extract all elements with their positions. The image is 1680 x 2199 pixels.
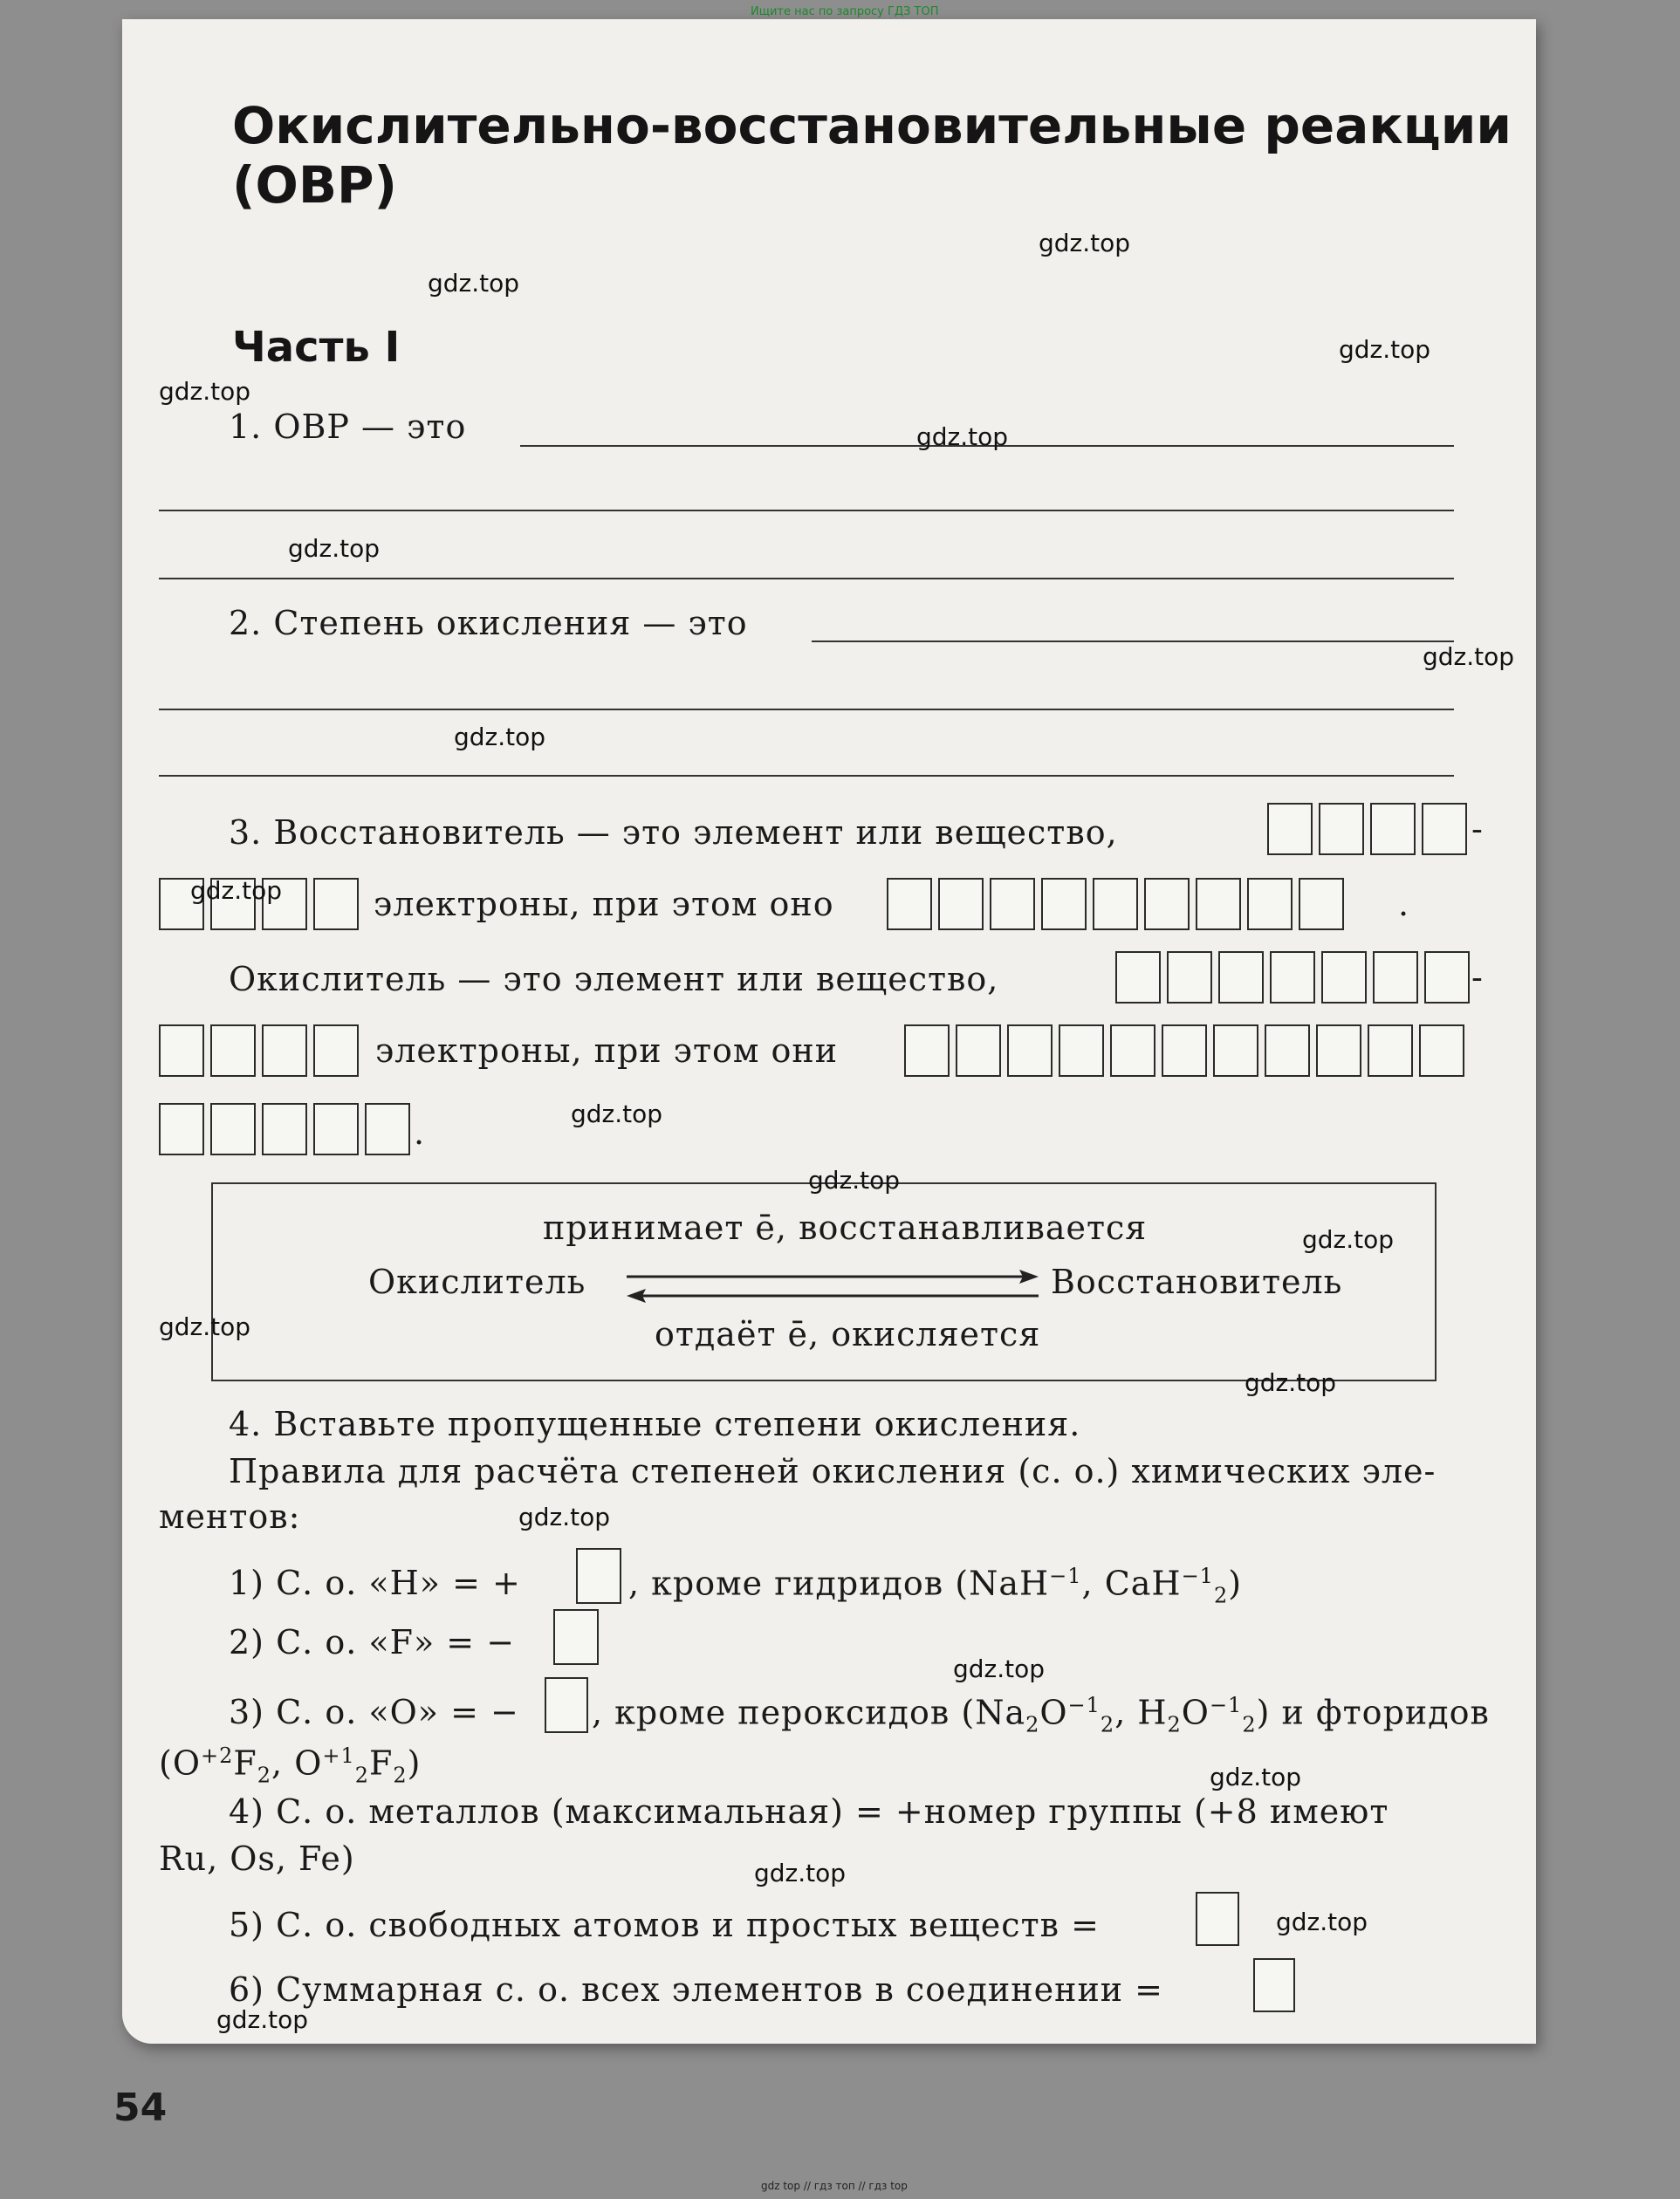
watermark: gdz.top	[190, 876, 283, 905]
letter-boxes[interactable]	[159, 1024, 365, 1077]
rule-1-text: , кроме гидридов (NaH$^{-1}$, CaH$^{-1}_2$)	[628, 1564, 1243, 1608]
answer-line[interactable]	[159, 578, 1454, 579]
watermark: gdz.top	[1039, 229, 1131, 257]
answer-box[interactable]	[553, 1609, 599, 1665]
watermark: gdz.top	[1339, 335, 1431, 364]
watermark: gdz.top	[216, 2005, 309, 2034]
watermark: gdz.top	[1302, 1225, 1395, 1254]
scheme-reducer: Восстановитель	[1051, 1263, 1343, 1301]
double-arrow	[623, 1264, 1042, 1308]
hyphen: -	[1471, 958, 1484, 997]
rule-4: 4) С. о. металлов (максимальная) = +номер группы (+8 имеют	[229, 1792, 1389, 1831]
answer-box[interactable]	[545, 1677, 588, 1733]
question-3-cont: электроны, при этом оно	[374, 885, 834, 923]
hyphen: -	[1471, 810, 1484, 848]
oxidation-state: +1	[322, 1743, 355, 1768]
page-title: Окислительно-восстановительные реакции	[232, 96, 1512, 155]
watermark: gdz.top	[1245, 1368, 1337, 1397]
watermark: gdz.top	[953, 1654, 1046, 1683]
question-4: 4. Вставьте пропущенные степени окисления.	[229, 1405, 1081, 1443]
rule-1: 1) С. о. «Н» = +	[229, 1564, 521, 1602]
watermark: gdz.top	[571, 1100, 663, 1128]
watermark: gdz.top	[1210, 1763, 1302, 1791]
watermark: gdz.top	[916, 422, 1009, 451]
rules-intro-cont: ментов:	[159, 1497, 301, 1536]
letter-boxes[interactable]	[1267, 803, 1473, 855]
question-2: 2. Степень окисления — это	[229, 604, 748, 642]
oxidizer-definition-cont: электроны, при этом они	[375, 1031, 839, 1070]
rule-3-fluorides: ($O^{+2}F_2$, $O^{+1}_2F_2$)	[159, 1743, 422, 1788]
rule-3-text: , кроме пероксидов ($Na_2O^{-1}_2$, $H_2O^{-1}_2$) и фторидов	[592, 1693, 1490, 1737]
question-3: 3. Восстановитель — это элемент или вещество,	[229, 813, 1118, 852]
watermark: gdz.top	[454, 723, 546, 751]
period: .	[414, 1113, 426, 1152]
watermark: gdz.top	[428, 269, 520, 298]
scheme-oxidizer: Окислитель	[368, 1263, 586, 1301]
oxidizer-definition: Окислитель — это элемент или вещество,	[229, 960, 999, 998]
oxidation-state: −1	[1049, 1564, 1082, 1588]
rule-4-cont: Ru, Os, Fe)	[159, 1839, 355, 1878]
rule-6: 6) Суммарная с. о. всех элементов в соединении =	[229, 1970, 1164, 2009]
answer-line[interactable]	[812, 641, 1454, 642]
rule-2: 2) С. о. «F» = −	[229, 1623, 516, 1661]
page-number: 54	[113, 2086, 168, 2130]
answer-line[interactable]	[159, 775, 1454, 777]
letter-boxes[interactable]	[1115, 951, 1476, 1004]
scheme-top-label: принимает ē, восстанавливается	[543, 1209, 1148, 1247]
redox-scheme	[211, 1182, 1437, 1381]
watermark: gdz.top	[1423, 642, 1515, 671]
header-note: Ищите нас по запросу ГДЗ ТОП	[751, 5, 939, 18]
workbook-page	[122, 19, 1536, 2044]
footer-note: gdz top // гдз топ // гдз top	[761, 2180, 908, 2192]
rules-intro: Правила для расчёта степеней окисления (с. о.) химических эле-	[229, 1452, 1437, 1490]
page-title-abbrev: (ОВР)	[232, 155, 398, 215]
rule-5: 5) С. о. свободных атомов и простых веществ =	[229, 1906, 1100, 1944]
watermark: gdz.top	[288, 534, 381, 563]
answer-box[interactable]	[1253, 1958, 1295, 2012]
answer-box[interactable]	[576, 1548, 621, 1604]
answer-line[interactable]	[159, 709, 1454, 710]
watermark: gdz.top	[808, 1166, 901, 1195]
scheme-bottom-label: отдаёт ē, окисляется	[655, 1315, 1041, 1353]
part-heading: Часть I	[232, 323, 401, 372]
period: .	[1398, 885, 1410, 923]
watermark: gdz.top	[754, 1859, 847, 1887]
question-1: 1. ОВР — это	[229, 408, 467, 446]
watermark: gdz.top	[159, 1312, 251, 1341]
letter-boxes[interactable]	[887, 878, 1350, 930]
subscript: 2	[1213, 1583, 1229, 1608]
letter-boxes[interactable]	[159, 1103, 416, 1155]
oxidation-state: −1	[1067, 1693, 1101, 1717]
answer-line[interactable]	[159, 510, 1454, 511]
oxidation-state: −1	[1181, 1564, 1214, 1588]
watermark: gdz.top	[1276, 1908, 1368, 1936]
watermark: gdz.top	[518, 1503, 611, 1531]
watermark: gdz.top	[159, 377, 251, 406]
oxidation-state: −1	[1209, 1693, 1243, 1717]
letter-boxes[interactable]	[904, 1024, 1471, 1077]
oxidation-state: +2	[200, 1743, 234, 1768]
rule-3: 3) С. о. «О» = −	[229, 1693, 519, 1731]
answer-box[interactable]	[1196, 1892, 1239, 1946]
